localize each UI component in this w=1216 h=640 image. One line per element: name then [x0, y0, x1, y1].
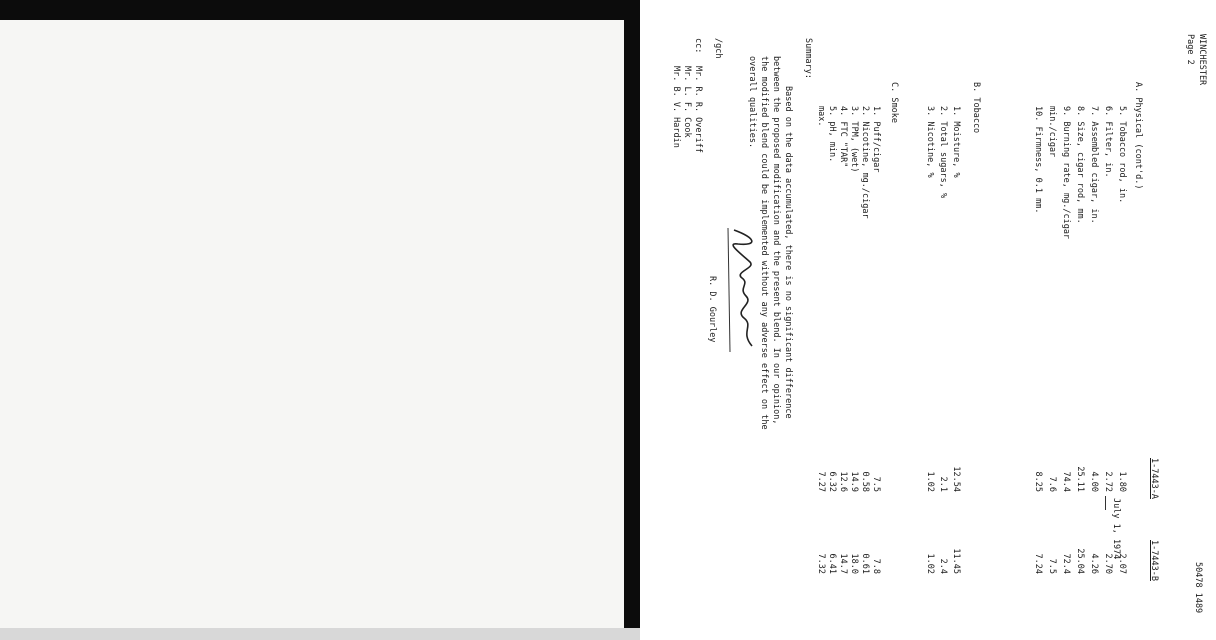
value-col-b: 2.07 [1117, 553, 1127, 574]
company-name: WINCHESTER [1197, 34, 1207, 86]
row-label: 5. Tobacco rod, in. [1117, 106, 1127, 204]
row-label: min./cigar [1047, 106, 1057, 158]
signature-scribble [720, 226, 764, 356]
scan-border-right [624, 0, 640, 640]
date-rule [1105, 496, 1106, 510]
value-col-b: 7.5 [1047, 558, 1057, 574]
scan-border-bottom [0, 628, 640, 640]
row-label: 3. Nicotine, % [925, 106, 935, 178]
value-col-b: 7.32 [816, 553, 826, 574]
summary-line: between the proposed modification and the present blend. In our opinion, [771, 56, 781, 425]
scan-border-top [0, 0, 640, 20]
value-col-a: 1.02 [925, 471, 935, 492]
value-col-b: 0.61 [860, 553, 870, 574]
row-label: max. [816, 106, 826, 127]
signatory-name: R. D. Gourley [707, 276, 717, 343]
summary-line: Based on the data accumulated, there is no significant difference [783, 86, 793, 419]
row-label: 9. Burning rate, mg./cigar [1061, 106, 1071, 240]
row-label: 8. Size, cigar rod, mm. [1075, 106, 1085, 224]
value-col-b: 7.8 [871, 558, 881, 574]
summary-label: Summary: [803, 38, 813, 79]
row-label: 1. Moisture, % [951, 106, 961, 178]
row-label: 2. Nicotine, mg./cigar [860, 106, 870, 219]
value-col-b: 4.26 [1089, 553, 1099, 574]
row-label: 1. Puff/cigar [871, 106, 881, 173]
rotated-document [656, 26, 1216, 626]
value-col-b: 14.7 [838, 553, 848, 574]
page-number: Page 2 [1185, 34, 1195, 65]
cc-recipient: Mr. R. R. Overiff [693, 66, 703, 153]
value-col-b: 1.02 [925, 553, 935, 574]
value-col-a: 7.27 [816, 471, 826, 492]
row-label: 4. FTC "TAR" [838, 106, 848, 168]
row-label: 10. Firmness, 0.1 mm. [1033, 106, 1043, 214]
value-col-a: 4.00 [1089, 471, 1099, 492]
summary-line: the modified blend could be implemented without any adverse effect on the [759, 56, 769, 430]
value-col-a: 25.11 [1075, 466, 1085, 492]
value-col-b: 2.70 [1103, 553, 1113, 574]
value-col-b: 2.4 [938, 558, 948, 574]
cc-recipient: Mr. L. F. Cook [682, 66, 692, 138]
value-col-a: 14.9 [849, 471, 859, 492]
value-col-a: 12.6 [838, 471, 848, 492]
value-col-a: 1.80 [1117, 471, 1127, 492]
value-col-a: 0.58 [860, 471, 870, 492]
row-label: 2. Total sugars, % [938, 106, 948, 199]
typist-initials: /gch [713, 38, 723, 59]
section-b-title: B. Tobacco [971, 82, 981, 134]
value-col-a: 2.72 [1103, 471, 1113, 492]
section-a-title: A. Physical (cont'd.) [1133, 82, 1143, 190]
row-label: 7. Assembled cigar, in. [1089, 106, 1099, 224]
cc-label: cc: [693, 38, 703, 54]
value-col-a: 7.6 [1047, 476, 1057, 492]
value-col-a: 6.32 [827, 471, 837, 492]
value-col-b: 72.4 [1061, 553, 1071, 574]
value-col-b: 7.24 [1033, 553, 1043, 574]
value-col-a: 74.4 [1061, 471, 1071, 492]
cc-recipient: Mr. B. V. Hardin [671, 66, 681, 148]
value-col-a: 2.1 [938, 476, 948, 492]
row-label: 3. TPM, (wet) [849, 106, 859, 173]
column-header-b: 1-7443-B [1149, 540, 1159, 581]
row-label: 6. Filter, in. [1103, 106, 1113, 178]
value-col-b: 6.41 [827, 553, 837, 574]
value-col-b: 11.45 [951, 548, 961, 574]
column-header-a: 1-7443-A [1149, 458, 1159, 499]
value-col-a: 7.5 [871, 476, 881, 492]
value-col-b: 25.04 [1075, 548, 1085, 574]
section-c-title: C. Smoke [889, 82, 899, 123]
value-col-a: 12.54 [951, 466, 961, 492]
summary-line: overall qualities. [747, 56, 757, 149]
document-id: 50478 1489 [1193, 562, 1203, 614]
date: July 1, 1974 [1111, 498, 1121, 560]
value-col-b: 18.0 [849, 553, 859, 574]
row-label: 5. pH, min. [827, 106, 837, 163]
value-col-a: 8.25 [1033, 471, 1043, 492]
